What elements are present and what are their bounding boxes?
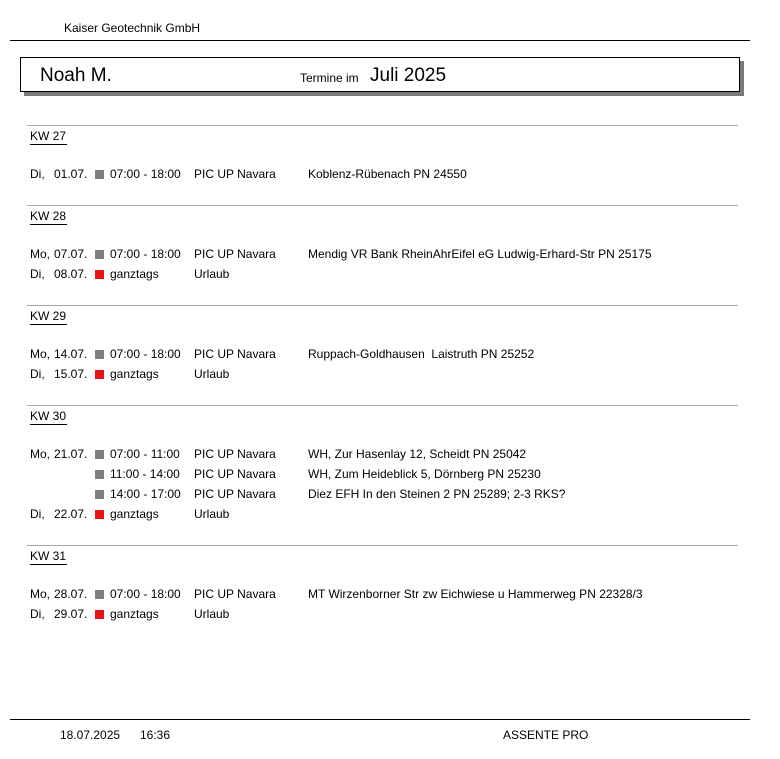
entry-time: ganztags [110, 367, 159, 381]
entry-date: 22.07. [54, 507, 88, 521]
entry-description: WH, Zum Heideblick 5, Dörnberg PN 25230 [308, 467, 541, 481]
entry-vehicle: PIC UP Navara [194, 167, 276, 181]
vacation-marker [95, 610, 104, 619]
entry-vehicle: PIC UP Navara [194, 247, 276, 261]
entry-day: Mo, [30, 347, 51, 361]
entry-row [0, 487, 780, 505]
entry-time: 07:00 - 18:00 [110, 247, 181, 261]
entry-description: Ruppach-Goldhausen Laistruth PN 25252 [308, 347, 535, 361]
entry-row [0, 267, 780, 285]
entry-time: ganztags [110, 607, 159, 621]
entry-row [0, 467, 780, 485]
entry-vehicle: Urlaub [194, 367, 230, 381]
entry-vehicle: Urlaub [194, 607, 230, 621]
vacation-marker [95, 510, 104, 519]
entry-date: 21.07. [54, 447, 88, 461]
entry-vehicle: Urlaub [194, 507, 230, 521]
week-label: KW 31 [30, 549, 67, 563]
week-divider [27, 205, 738, 206]
entry-vehicle: PIC UP Navara [194, 587, 276, 601]
entry-row [0, 367, 780, 385]
person-name: Noah M. [40, 65, 112, 86]
entry-vehicle: PIC UP Navara [194, 467, 276, 481]
entry-time: 07:00 - 18:00 [110, 347, 181, 361]
entry-row [0, 247, 780, 265]
entry-day: Di, [30, 507, 45, 521]
entry-description: Koblenz-Rübenach PN 24550 [308, 167, 467, 181]
footer-rule [10, 719, 750, 720]
week-label: KW 29 [30, 309, 67, 323]
week-label: KW 30 [30, 409, 67, 423]
entry-row [0, 167, 780, 185]
entry-day: Mo, [30, 247, 51, 261]
entry-vehicle: PIC UP Navara [194, 447, 276, 461]
entry-date: 28.07. [54, 587, 88, 601]
entry-vehicle: PIC UP Navara [194, 347, 276, 361]
appointment-marker [95, 450, 104, 459]
appointment-marker [95, 470, 104, 479]
entry-date: 07.07. [54, 247, 88, 261]
week-label: KW 28 [30, 209, 67, 223]
vacation-marker [95, 370, 104, 379]
entry-vehicle: PIC UP Navara [194, 487, 276, 501]
entry-day: Mo, [30, 447, 51, 461]
footer-app-name: ASSENTE PRO [503, 728, 589, 742]
entry-date: 15.07. [54, 367, 88, 381]
appointment-marker [95, 250, 104, 259]
entry-description: WH, Zur Hasenlay 12, Scheidt PN 25042 [308, 447, 527, 461]
entry-date: 01.07. [54, 167, 88, 181]
month-label: Juli 2025 [370, 65, 447, 86]
entry-vehicle: Urlaub [194, 267, 230, 281]
entry-description: MT Wirzenborner Str zw Eichwiese u Hammerweg PN 22328/3 [308, 587, 643, 601]
entry-row [0, 447, 780, 465]
entry-date: 14.07. [54, 347, 88, 361]
appointment-marker [95, 170, 104, 179]
appointment-marker [95, 590, 104, 599]
entry-description: Mendig VR Bank RheinAhrEifel eG Ludwig-Erhard-Str PN 25175 [308, 247, 652, 261]
entry-row [0, 587, 780, 605]
entry-time: 07:00 - 18:00 [110, 167, 181, 181]
entry-row [0, 347, 780, 365]
entry-day: Mo, [30, 587, 51, 601]
week-divider [27, 545, 738, 546]
entry-time: 07:00 - 18:00 [110, 587, 181, 601]
entry-day: Di, [30, 167, 45, 181]
entry-row [0, 607, 780, 625]
entry-day: Di, [30, 267, 45, 281]
entry-time: 07:00 - 11:00 [110, 447, 180, 461]
entry-date: 29.07. [54, 607, 88, 621]
entry-row [0, 507, 780, 525]
entry-time: 14:00 - 17:00 [110, 487, 181, 501]
entry-time: ganztags [110, 267, 159, 281]
entry-day: Di, [30, 367, 45, 381]
entry-date: 08.07. [54, 267, 88, 281]
week-divider [27, 125, 738, 126]
week-label: KW 27 [30, 129, 67, 143]
title-box [20, 57, 740, 92]
title-label: Termine im [300, 71, 359, 85]
entry-time: ganztags [110, 507, 159, 521]
entry-description: Diez EFH In den Steinen 2 PN 25289; 2-3 RKS? [308, 487, 566, 501]
week-divider [27, 305, 738, 306]
appointment-marker [95, 350, 104, 359]
footer-time: 16:36 [140, 728, 171, 742]
week-divider [27, 405, 738, 406]
entry-day: Di, [30, 607, 45, 621]
entry-time: 11:00 - 14:00 [110, 467, 180, 481]
header-rule [10, 40, 750, 41]
company-name: Kaiser Geotechnik GmbH [64, 21, 201, 35]
footer-date: 18.07.2025 [60, 728, 121, 742]
appointment-marker [95, 490, 104, 499]
vacation-marker [95, 270, 104, 279]
